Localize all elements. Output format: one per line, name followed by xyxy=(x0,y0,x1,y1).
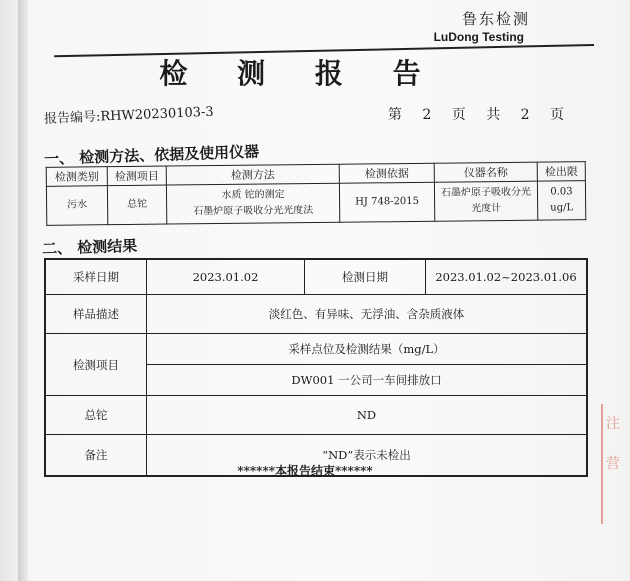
company-name-cn: 鲁东检测 xyxy=(461,10,530,28)
header-instrument: 仪器名称 xyxy=(434,162,537,182)
row-result-header xyxy=(45,334,587,365)
company-name-en: LuDong Testing xyxy=(433,30,524,44)
cell-instrument xyxy=(434,181,537,221)
header-category: 检测类别 xyxy=(46,167,107,187)
section1-heading: 一、 检测方法、依据及使用仪器 xyxy=(43,142,260,168)
cell-limit: 0.03 ug/L xyxy=(537,181,585,221)
header-method: 检测方法 xyxy=(166,164,339,185)
thallium-value: ND xyxy=(147,396,588,435)
page-total: 共 2 页 xyxy=(486,107,564,123)
sampling-date-label: 采样日期 xyxy=(45,259,147,295)
header-item: 检测项目 xyxy=(107,166,166,186)
sample-desc-label: 样品描述 xyxy=(45,295,147,334)
cell-item: 总铊 xyxy=(107,185,166,225)
report-end-marker: ******本报告结束****** xyxy=(237,464,373,478)
sample-desc-value: 淡红色、有异味、无浮油、含杂质液体 xyxy=(147,295,588,334)
row-sample-desc xyxy=(45,295,587,334)
method-line1: 水质 铊的测定 xyxy=(221,189,285,201)
cell-category: 污水 xyxy=(46,186,107,226)
test-date-label: 检测日期 xyxy=(305,259,426,295)
method-line2: 石墨炉原子吸收分光光度法 xyxy=(193,205,314,218)
cell-method xyxy=(166,183,339,224)
report-title: 检 测 报 告 xyxy=(159,57,441,90)
report-number-value: RHW20230103-3 xyxy=(100,104,214,125)
row-dates xyxy=(45,259,587,295)
instrument-line1: 石墨炉原子吸收分光 xyxy=(440,186,532,199)
result-table xyxy=(44,258,588,477)
header-limit: 检出限 xyxy=(537,162,585,182)
instrument-line2: 光度计 xyxy=(471,203,502,215)
method-table xyxy=(46,161,587,226)
method-table-row xyxy=(46,181,585,226)
section2-heading: 二、 检测结果 xyxy=(41,236,138,258)
page-info xyxy=(388,104,564,124)
note-value: “ND”表示未检出 xyxy=(147,435,588,477)
test-date-value: 2023.01.02~2023.01.06 xyxy=(426,259,588,295)
page-current: 第 2 页 xyxy=(387,107,466,123)
result-header: 采样点位及检测结果（mg/L） xyxy=(147,334,588,365)
test-item-label: 检测项目 xyxy=(45,334,147,396)
cell-basis: HJ 748-2015 xyxy=(339,182,434,222)
sampling-date-value: 2023.01.02 xyxy=(147,259,305,295)
red-seal-stamp: 注 营 xyxy=(601,404,628,524)
report-number-label: 报告编号: xyxy=(43,109,101,127)
row-thallium xyxy=(45,396,587,435)
note-label: 备注 xyxy=(45,435,147,477)
thallium-label: 总铊 xyxy=(45,396,147,435)
header-basis: 检测依据 xyxy=(339,163,434,183)
sample-point: DW001 一公司一车间排放口 xyxy=(147,365,588,396)
